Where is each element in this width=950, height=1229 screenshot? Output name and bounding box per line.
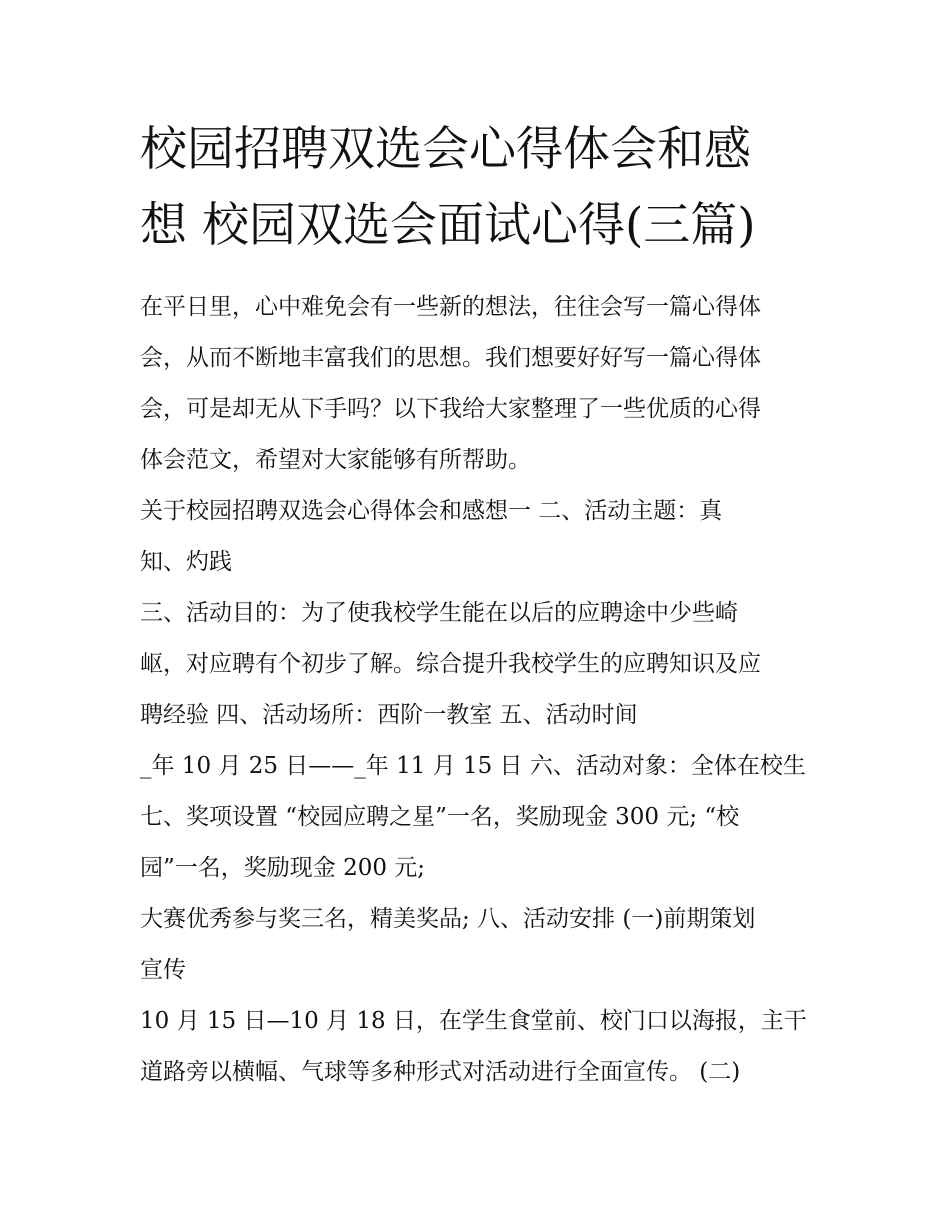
body-line: 关于校园招聘双选会心得体会和感想一 二、活动主题：真	[140, 498, 723, 524]
body-line: 知、灼践	[140, 549, 232, 575]
body-line: 园”一名，奖励现金 200 元;	[140, 855, 426, 881]
document-title	[140, 112, 820, 264]
body-line: 三、活动目的：为了使我校学生能在以后的应聘途中少些崎	[140, 600, 738, 626]
body-line: 体会范文，希望对大家能够有所帮助。	[140, 447, 531, 473]
body-line: 在平日里，心中难免会有一些新的想法，往往会写一篇心得体	[140, 294, 761, 320]
body-line: 会，可是却无从下手吗？以下我给大家整理了一些优质的心得	[140, 396, 761, 422]
document-page	[140, 112, 820, 1098]
body-line: 大赛优秀参与奖三名，精美奖品; 八、活动安排 (一)前期策划	[140, 906, 756, 932]
body-line: 会，从而不断地丰富我们的思想。我们想要好好写一篇心得体	[140, 345, 761, 371]
body-line: 岖，对应聘有个初步了解。综合提升我校学生的应聘知识及应	[140, 651, 761, 677]
title-line-2: 想 校园双选会面试心得(三篇)	[140, 198, 756, 253]
body-line: _年 10 月 25 日——_年 11 月 15 日 六、活动对象：全体在校生	[140, 753, 806, 779]
body-line: 聘经验 四、活动场所：西阶一教室 五、活动时间	[140, 702, 638, 728]
title-line-1: 校园招聘双选会心得体会和感	[140, 122, 751, 177]
body-line: 七、奖项设置 “校园应聘之星”一名，奖励现金 300 元; “校	[140, 804, 740, 830]
body-line: 10 月 15 日—10 月 18 日，在学生食堂前、校门口以海报，主干	[140, 1008, 807, 1034]
body-line: 宣传	[140, 957, 186, 983]
document-body	[140, 282, 820, 1098]
body-line: 道路旁以横幅、气球等多种形式对活动进行全面宣传。 (二)	[140, 1059, 741, 1085]
